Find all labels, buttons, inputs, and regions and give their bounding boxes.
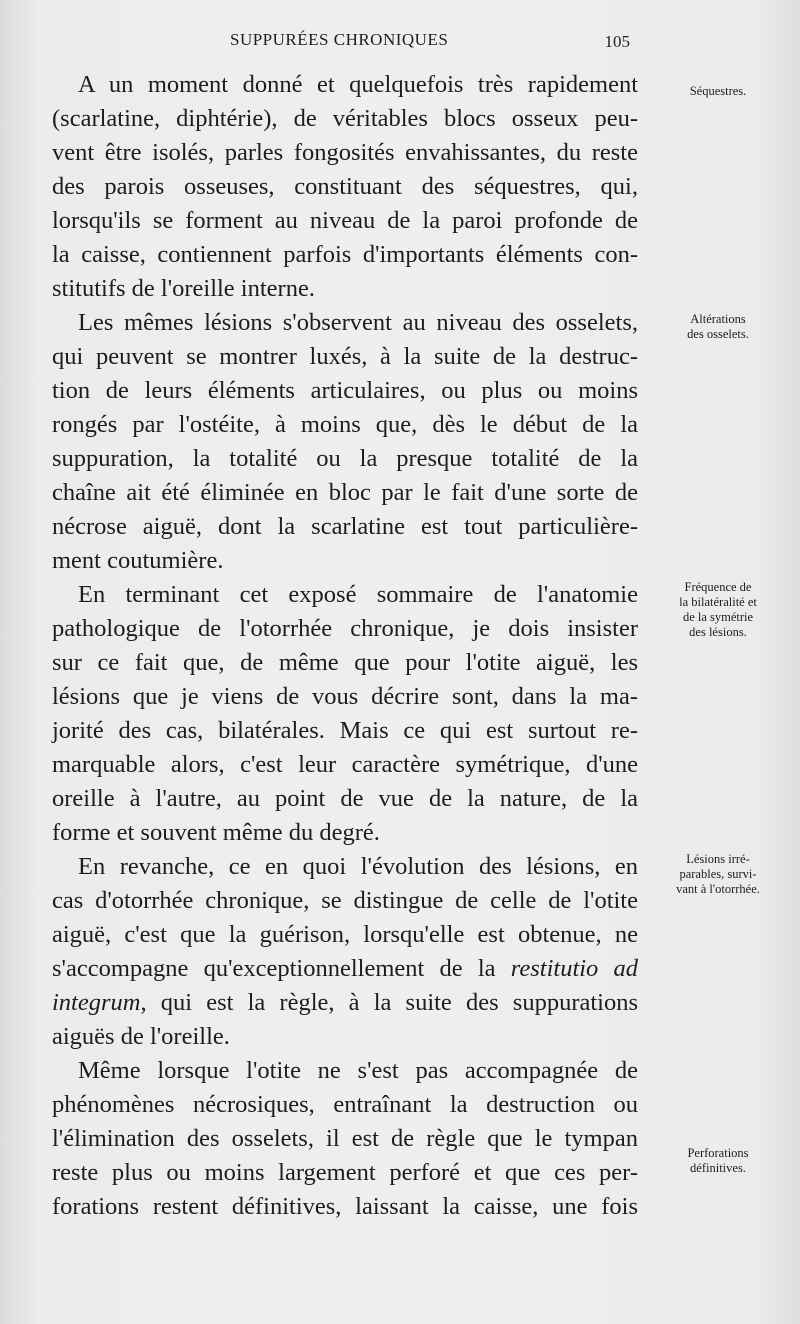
text-line: phénomènes nécrosiques, entraînant la destruction ou [52,1091,638,1118]
text-line: la caisse, contiennent parfois d'importants éléments con- [52,241,638,268]
text-line: reste plus ou moins largement perforé et que ces per- [52,1159,638,1186]
text-line: pathologique de l'otorrhée chronique, je dois insister [52,615,638,642]
text-line: qui peuvent se montrer luxés, à la suite de la destruc- [52,343,638,370]
text-line: aiguë, c'est que la guérison, lorsqu'elle est obtenue, ne [52,921,638,948]
text-line: A un moment donné et quelquefois très rapidement [78,71,638,98]
margin-note: Lésions irré- parables, survi- vant à l'otorrhée. [676,852,760,896]
text-line: rongés par l'ostéite, à moins que, dès le début de la [52,411,638,438]
text-line: sur ce fait que, de même que pour l'otite aiguë, les [52,649,638,676]
text-line: l'élimination des osselets, il est de règle que le tympan [52,1125,638,1152]
text-line: forme et souvent même du degré. [52,819,380,846]
margin-note: Perforations définitives. [687,1146,749,1175]
page-number: 105 [604,32,630,51]
text-line: s'accompagne qu'exceptionnellement de la restitutio ad [52,955,638,982]
text-line: des parois osseuses, constituant des séquestres, qui, [52,173,638,200]
text-line: integrum, qui est la règle, à la suite des suppurations [52,989,638,1016]
italic-term: restitutio ad [510,955,638,982]
running-title: SUPPURÉES CHRONIQUES [230,30,449,49]
text-line: tion de leurs éléments articulaires, ou plus ou moins [52,377,638,404]
text-line: (scarlatine, diphtérie), de véritables blocs osseux peu- [52,105,638,132]
text-line: marquable alors, c'est leur caractère symétrique, d'une [52,751,638,778]
text-line: chaîne ait été éliminée en bloc par le fait d'une sorte de [52,479,638,506]
text-line: cas d'otorrhée chronique, se distingue de celle de l'otite [52,887,638,914]
running-head [60,30,630,56]
text-line: ment coutumière. [52,547,224,574]
margin-note: Séquestres. [689,84,747,98]
text-line: En revanche, ce en quoi l'évolution des lésions, en [78,853,638,880]
text-line: Même lorsque l'otite ne s'est pas accompagnée de [78,1057,638,1084]
text-line: vent être isolés, parles fongosités envahissantes, du reste [52,139,638,166]
text-line: lésions que je viens de vous décrire sont, dans la ma- [52,683,638,710]
text-line: nécrose aiguë, dont la scarlatine est tout particulière- [52,513,638,540]
text-line: jorité des cas, bilatérales. Mais ce qui est surtout re- [52,717,638,744]
text-line: Les mêmes lésions s'observent au niveau des osselets, [78,309,638,336]
text-line: lorsqu'ils se forment au niveau de la paroi profonde de [52,207,638,234]
text-line: forations restent définitives, laissant la caisse, une fois [52,1193,638,1220]
text-line: oreille à l'autre, au point de vue de la nature, de la [52,785,638,812]
text-line: En terminant cet exposé sommaire de l'anatomie [78,581,638,608]
body-text [52,68,638,1224]
text-line: stitutifs de l'oreille interne. [52,275,315,302]
italic-term: integrum [52,989,141,1016]
text-line: suppuration, la totalité ou la presque totalité de la [52,445,638,472]
margin-note: Fréquence de la bilatéralité et de la symétrie des lésions. [679,580,757,639]
margin-note: Altérations des osselets. [687,312,749,341]
text-line: aiguës de l'oreille. [52,1023,230,1050]
